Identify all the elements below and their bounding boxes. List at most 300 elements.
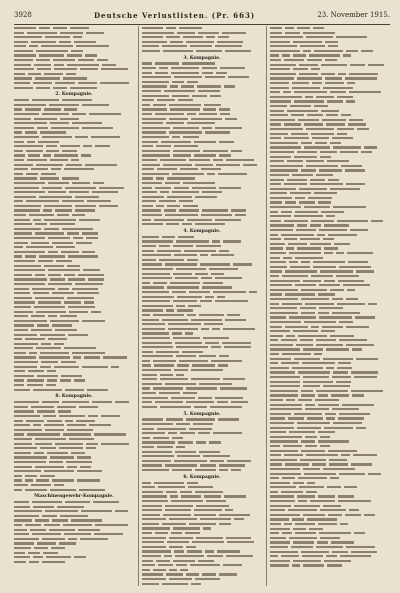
- text-run: [202, 573, 216, 575]
- text-run: [42, 561, 65, 563]
- text-run: [187, 219, 212, 221]
- text-run: [36, 347, 61, 349]
- text-run: [73, 237, 83, 239]
- text-run: [302, 362, 335, 364]
- text-run: [285, 32, 300, 34]
- text-run: [228, 76, 249, 78]
- text-run: [295, 197, 305, 199]
- text-run: [270, 385, 300, 387]
- text-run: [338, 500, 371, 502]
- column-3: [266, 26, 390, 586]
- text-run: [167, 286, 199, 288]
- text-run: [282, 54, 290, 56]
- text-run: [270, 266, 287, 268]
- text-run: [62, 99, 92, 101]
- text-run: [298, 399, 312, 401]
- text-run: [213, 159, 223, 161]
- text-run: [318, 431, 335, 433]
- text-run: [333, 146, 361, 148]
- text-run: [249, 291, 257, 293]
- text-run: [36, 50, 68, 52]
- text-run: [293, 541, 314, 543]
- text-run: [282, 275, 308, 277]
- text-run: [310, 500, 335, 502]
- text-run: [14, 173, 23, 175]
- text-run: [188, 486, 213, 488]
- text-run: [37, 375, 58, 377]
- text-run: [316, 390, 348, 392]
- text-run: [50, 320, 79, 322]
- text-run: [14, 429, 42, 431]
- list-entry: [142, 405, 262, 410]
- text-run: [46, 384, 56, 386]
- text-run: [351, 390, 383, 392]
- text-run: [291, 114, 304, 116]
- text-run: [167, 541, 189, 543]
- text-run: [40, 131, 66, 133]
- text-run: [142, 441, 175, 443]
- text-run: [203, 108, 216, 110]
- text-run: [142, 342, 172, 344]
- text-run: [328, 45, 338, 47]
- text-run: [162, 45, 187, 47]
- text-run: [178, 236, 194, 238]
- text-run: [212, 240, 220, 242]
- text-run: [316, 546, 343, 548]
- text-run: [322, 326, 343, 328]
- text-run: [14, 260, 35, 262]
- list-entry: [270, 563, 390, 568]
- text-run: [14, 150, 23, 152]
- text-run: [165, 182, 180, 184]
- text-run: [153, 569, 166, 571]
- text-run: [301, 261, 310, 263]
- text-run: [211, 346, 221, 348]
- text-run: [142, 113, 152, 115]
- text-run: [66, 461, 92, 463]
- text-run: [159, 67, 168, 69]
- text-run: [231, 150, 242, 152]
- text-run: [338, 495, 354, 497]
- text-run: [328, 514, 342, 516]
- text-run: [270, 454, 281, 456]
- text-run: [326, 555, 337, 557]
- text-run: [297, 151, 317, 153]
- text-run: [305, 408, 329, 410]
- text-run: [14, 384, 24, 386]
- text-run: [226, 537, 251, 539]
- text-run: [227, 460, 251, 462]
- text-run: [14, 343, 38, 345]
- text-run: [44, 73, 63, 75]
- text-run: [270, 394, 298, 396]
- text-run: [321, 73, 335, 75]
- text-run: [326, 114, 338, 116]
- text-run: [281, 362, 299, 364]
- text-run: [181, 85, 194, 87]
- text-run: [174, 550, 184, 552]
- text-run: [192, 364, 215, 366]
- text-run: [45, 36, 70, 38]
- text-run: [270, 371, 295, 373]
- text-run: [270, 174, 289, 176]
- text-run: [270, 399, 283, 401]
- text-run: [82, 320, 105, 322]
- text-run: [82, 127, 113, 129]
- text-run: [68, 334, 88, 336]
- text-run: [28, 73, 41, 75]
- text-run: [14, 561, 26, 563]
- text-run: [281, 555, 299, 557]
- text-run: [200, 263, 230, 265]
- text-run: [210, 460, 224, 462]
- text-run: [142, 104, 150, 106]
- text-run: [172, 136, 180, 138]
- text-run: [142, 219, 151, 221]
- text-run: [162, 236, 175, 238]
- text-run: [316, 339, 336, 341]
- text-run: [14, 320, 47, 322]
- text-run: [44, 424, 64, 426]
- text-run: [203, 282, 223, 284]
- text-run: [14, 64, 31, 66]
- text-run: [142, 131, 166, 133]
- text-run: [82, 232, 98, 234]
- text-run: [209, 268, 238, 270]
- text-run: [172, 437, 183, 439]
- text-run: [14, 311, 33, 313]
- text-run: [217, 296, 225, 298]
- text-run: [62, 177, 79, 179]
- text-run: [190, 564, 220, 566]
- text-run: [313, 27, 324, 29]
- text-run: [48, 283, 72, 285]
- text-run: [142, 273, 170, 275]
- text-run: [67, 424, 86, 426]
- text-run: [289, 537, 317, 539]
- text-run: [163, 514, 191, 516]
- text-run: [173, 154, 191, 156]
- text-run: [28, 370, 44, 372]
- text-run: [270, 224, 294, 226]
- text-run: [342, 404, 374, 406]
- text-run: [75, 205, 96, 207]
- text-run: [14, 524, 22, 526]
- text-run: [29, 45, 38, 47]
- text-run: [14, 118, 31, 120]
- text-run: [165, 464, 197, 466]
- text-run: [318, 440, 349, 442]
- text-run: [270, 45, 297, 47]
- text-run: [14, 438, 32, 440]
- text-run: [292, 564, 300, 566]
- text-run: [142, 546, 166, 548]
- text-run: [354, 532, 365, 534]
- text-run: [284, 238, 297, 240]
- text-run: [202, 209, 228, 211]
- text-run: [337, 128, 354, 130]
- text-run: [166, 573, 183, 575]
- text-run: [44, 470, 74, 472]
- text-run: [270, 238, 281, 240]
- text-run: [318, 495, 335, 497]
- text-run: [270, 165, 303, 167]
- text-run: [42, 401, 59, 403]
- text-run: [142, 150, 170, 152]
- text-run: [270, 41, 290, 43]
- text-run: [202, 127, 212, 129]
- text-run: [306, 454, 338, 456]
- text-run: [301, 440, 315, 442]
- text-run: [306, 165, 338, 167]
- text-run: [218, 36, 229, 38]
- text-run: [307, 59, 322, 61]
- text-run: [14, 122, 47, 124]
- text-run: [36, 59, 50, 61]
- text-run: [294, 91, 327, 93]
- section-heading: 5. Kompagnie.: [183, 411, 221, 417]
- text-run: [349, 509, 359, 511]
- text-run: [219, 141, 234, 143]
- text-run: [38, 301, 61, 303]
- text-run: [142, 486, 155, 488]
- text-run: [295, 284, 316, 286]
- text-run: [183, 205, 198, 207]
- text-run: [284, 183, 307, 185]
- text-run: [321, 330, 335, 332]
- text-run: [14, 68, 34, 70]
- text-run: [183, 182, 215, 184]
- text-run: [325, 59, 337, 61]
- text-run: [311, 133, 334, 135]
- text-run: [191, 369, 223, 371]
- text-run: [157, 99, 175, 101]
- text-run: [14, 99, 29, 101]
- text-run: [31, 484, 51, 486]
- text-run: [270, 197, 292, 199]
- text-run: [58, 288, 69, 290]
- text-run: [176, 374, 184, 376]
- text-run: [346, 298, 358, 300]
- text-run: [270, 220, 281, 222]
- text-run: [73, 356, 81, 358]
- text-run: [174, 460, 207, 462]
- text-run: [14, 375, 34, 377]
- text-run: [270, 123, 281, 125]
- text-run: [270, 137, 281, 139]
- text-run: [325, 41, 338, 43]
- text-run: [101, 443, 129, 445]
- text-run: [172, 81, 184, 83]
- text-run: [234, 518, 244, 520]
- text-run: [57, 214, 69, 216]
- text-run: [111, 366, 119, 368]
- text-run: [142, 555, 161, 557]
- text-run: [270, 450, 298, 452]
- text-run: [289, 252, 321, 254]
- text-run: [25, 338, 45, 340]
- text-run: [51, 168, 61, 170]
- text-run: [70, 27, 89, 29]
- text-run: [216, 72, 227, 74]
- text-run: [339, 339, 367, 341]
- text-run: [218, 418, 239, 420]
- text-run: [64, 168, 94, 170]
- text-run: [324, 247, 338, 249]
- text-run: [14, 410, 34, 412]
- text-run: [287, 110, 318, 112]
- text-run: [97, 59, 108, 61]
- section-heading: 3. Kompagnie.: [183, 55, 221, 61]
- text-run: [77, 470, 102, 472]
- text-run: [216, 164, 240, 166]
- text-run: [270, 436, 302, 438]
- text-run: [163, 164, 192, 166]
- text-run: [172, 469, 192, 471]
- text-run: [142, 469, 169, 471]
- text-run: [345, 514, 361, 516]
- text-run: [287, 179, 307, 181]
- text-run: [54, 68, 77, 70]
- text-run: [142, 337, 170, 339]
- text-run: [142, 200, 156, 202]
- text-run: [40, 447, 56, 449]
- text-run: [284, 59, 304, 61]
- text-run: [84, 301, 94, 303]
- text-run: [270, 344, 293, 346]
- text-run: [14, 484, 28, 486]
- text-run: [14, 506, 30, 508]
- text-run: [178, 99, 193, 101]
- text-run: [270, 257, 280, 259]
- text-run: [14, 556, 30, 558]
- text-run: [270, 261, 286, 263]
- text-run: [44, 108, 61, 110]
- text-run: [49, 461, 63, 463]
- text-run: [323, 468, 355, 470]
- text-run: [304, 473, 336, 475]
- text-run: [329, 459, 347, 461]
- text-run: [115, 510, 128, 512]
- text-run: [142, 541, 164, 543]
- text-run: [14, 461, 46, 463]
- text-run: [142, 305, 173, 307]
- text-run: [270, 509, 285, 511]
- text-run: [41, 343, 51, 345]
- text-run: [79, 219, 100, 221]
- text-run: [356, 358, 378, 360]
- text-run: [14, 401, 39, 403]
- text-run: [95, 524, 128, 526]
- text-run: [318, 201, 331, 203]
- text-run: [270, 68, 290, 70]
- text-run: [314, 192, 337, 194]
- text-run: [37, 542, 56, 544]
- text-run: [368, 303, 377, 305]
- text-run: [215, 127, 242, 129]
- text-run: [33, 82, 52, 84]
- text-run: [301, 298, 329, 300]
- text-run: [346, 100, 355, 102]
- text-run: [77, 456, 91, 458]
- text-run: [311, 220, 334, 222]
- text-run: [14, 27, 36, 29]
- text-run: [72, 214, 85, 216]
- text-run: [233, 263, 252, 265]
- text-run: [270, 422, 294, 424]
- text-run: [142, 464, 162, 466]
- text-run: [14, 475, 22, 477]
- text-run: [48, 338, 67, 340]
- text-run: [200, 254, 208, 256]
- text-run: [325, 413, 336, 415]
- text-run: [315, 399, 339, 401]
- text-run: [14, 288, 29, 290]
- text-run: [357, 128, 369, 130]
- text-run: [285, 293, 315, 295]
- text-run: [14, 306, 31, 308]
- text-run: [142, 550, 171, 552]
- text-run: [200, 518, 231, 520]
- text-run: [207, 555, 223, 557]
- text-run: [270, 270, 282, 272]
- text-run: [77, 479, 100, 481]
- text-run: [270, 326, 282, 328]
- text-run: [160, 406, 191, 408]
- text-run: [142, 36, 163, 38]
- text-run: [307, 482, 315, 484]
- text-run: [74, 41, 96, 43]
- text-run: [142, 62, 152, 64]
- section-heading: 8. Kompagnie.: [55, 394, 93, 400]
- text-run: [219, 469, 228, 471]
- text-run: [27, 32, 57, 34]
- text-run: [142, 187, 152, 189]
- text-run: [168, 432, 177, 434]
- text-run: [75, 196, 99, 198]
- text-run: [338, 280, 364, 282]
- text-run: [14, 237, 45, 239]
- text-run: [339, 413, 370, 415]
- text-run: [162, 583, 188, 585]
- text-run: [172, 291, 186, 293]
- text-run: [158, 564, 173, 566]
- text-run: [198, 397, 212, 399]
- text-run: [304, 123, 323, 125]
- text-run: [142, 90, 161, 92]
- list-entry: [142, 49, 262, 54]
- text-run: [346, 546, 375, 548]
- text-run: [270, 160, 284, 162]
- text-run: [62, 150, 77, 152]
- text-run: [142, 296, 174, 298]
- text-run: [142, 182, 162, 184]
- text-run: [64, 274, 75, 276]
- text-run: [319, 229, 347, 231]
- text-run: [43, 154, 51, 156]
- text-run: [179, 27, 202, 29]
- text-run: [219, 154, 231, 156]
- text-run: [171, 72, 199, 74]
- list-entry: [14, 112, 134, 117]
- text-run: [166, 122, 184, 124]
- text-run: [346, 183, 365, 185]
- text-run: [295, 523, 315, 525]
- text-run: [270, 482, 290, 484]
- text-run: [169, 104, 201, 106]
- text-run: [157, 428, 186, 430]
- text-run: [180, 491, 192, 493]
